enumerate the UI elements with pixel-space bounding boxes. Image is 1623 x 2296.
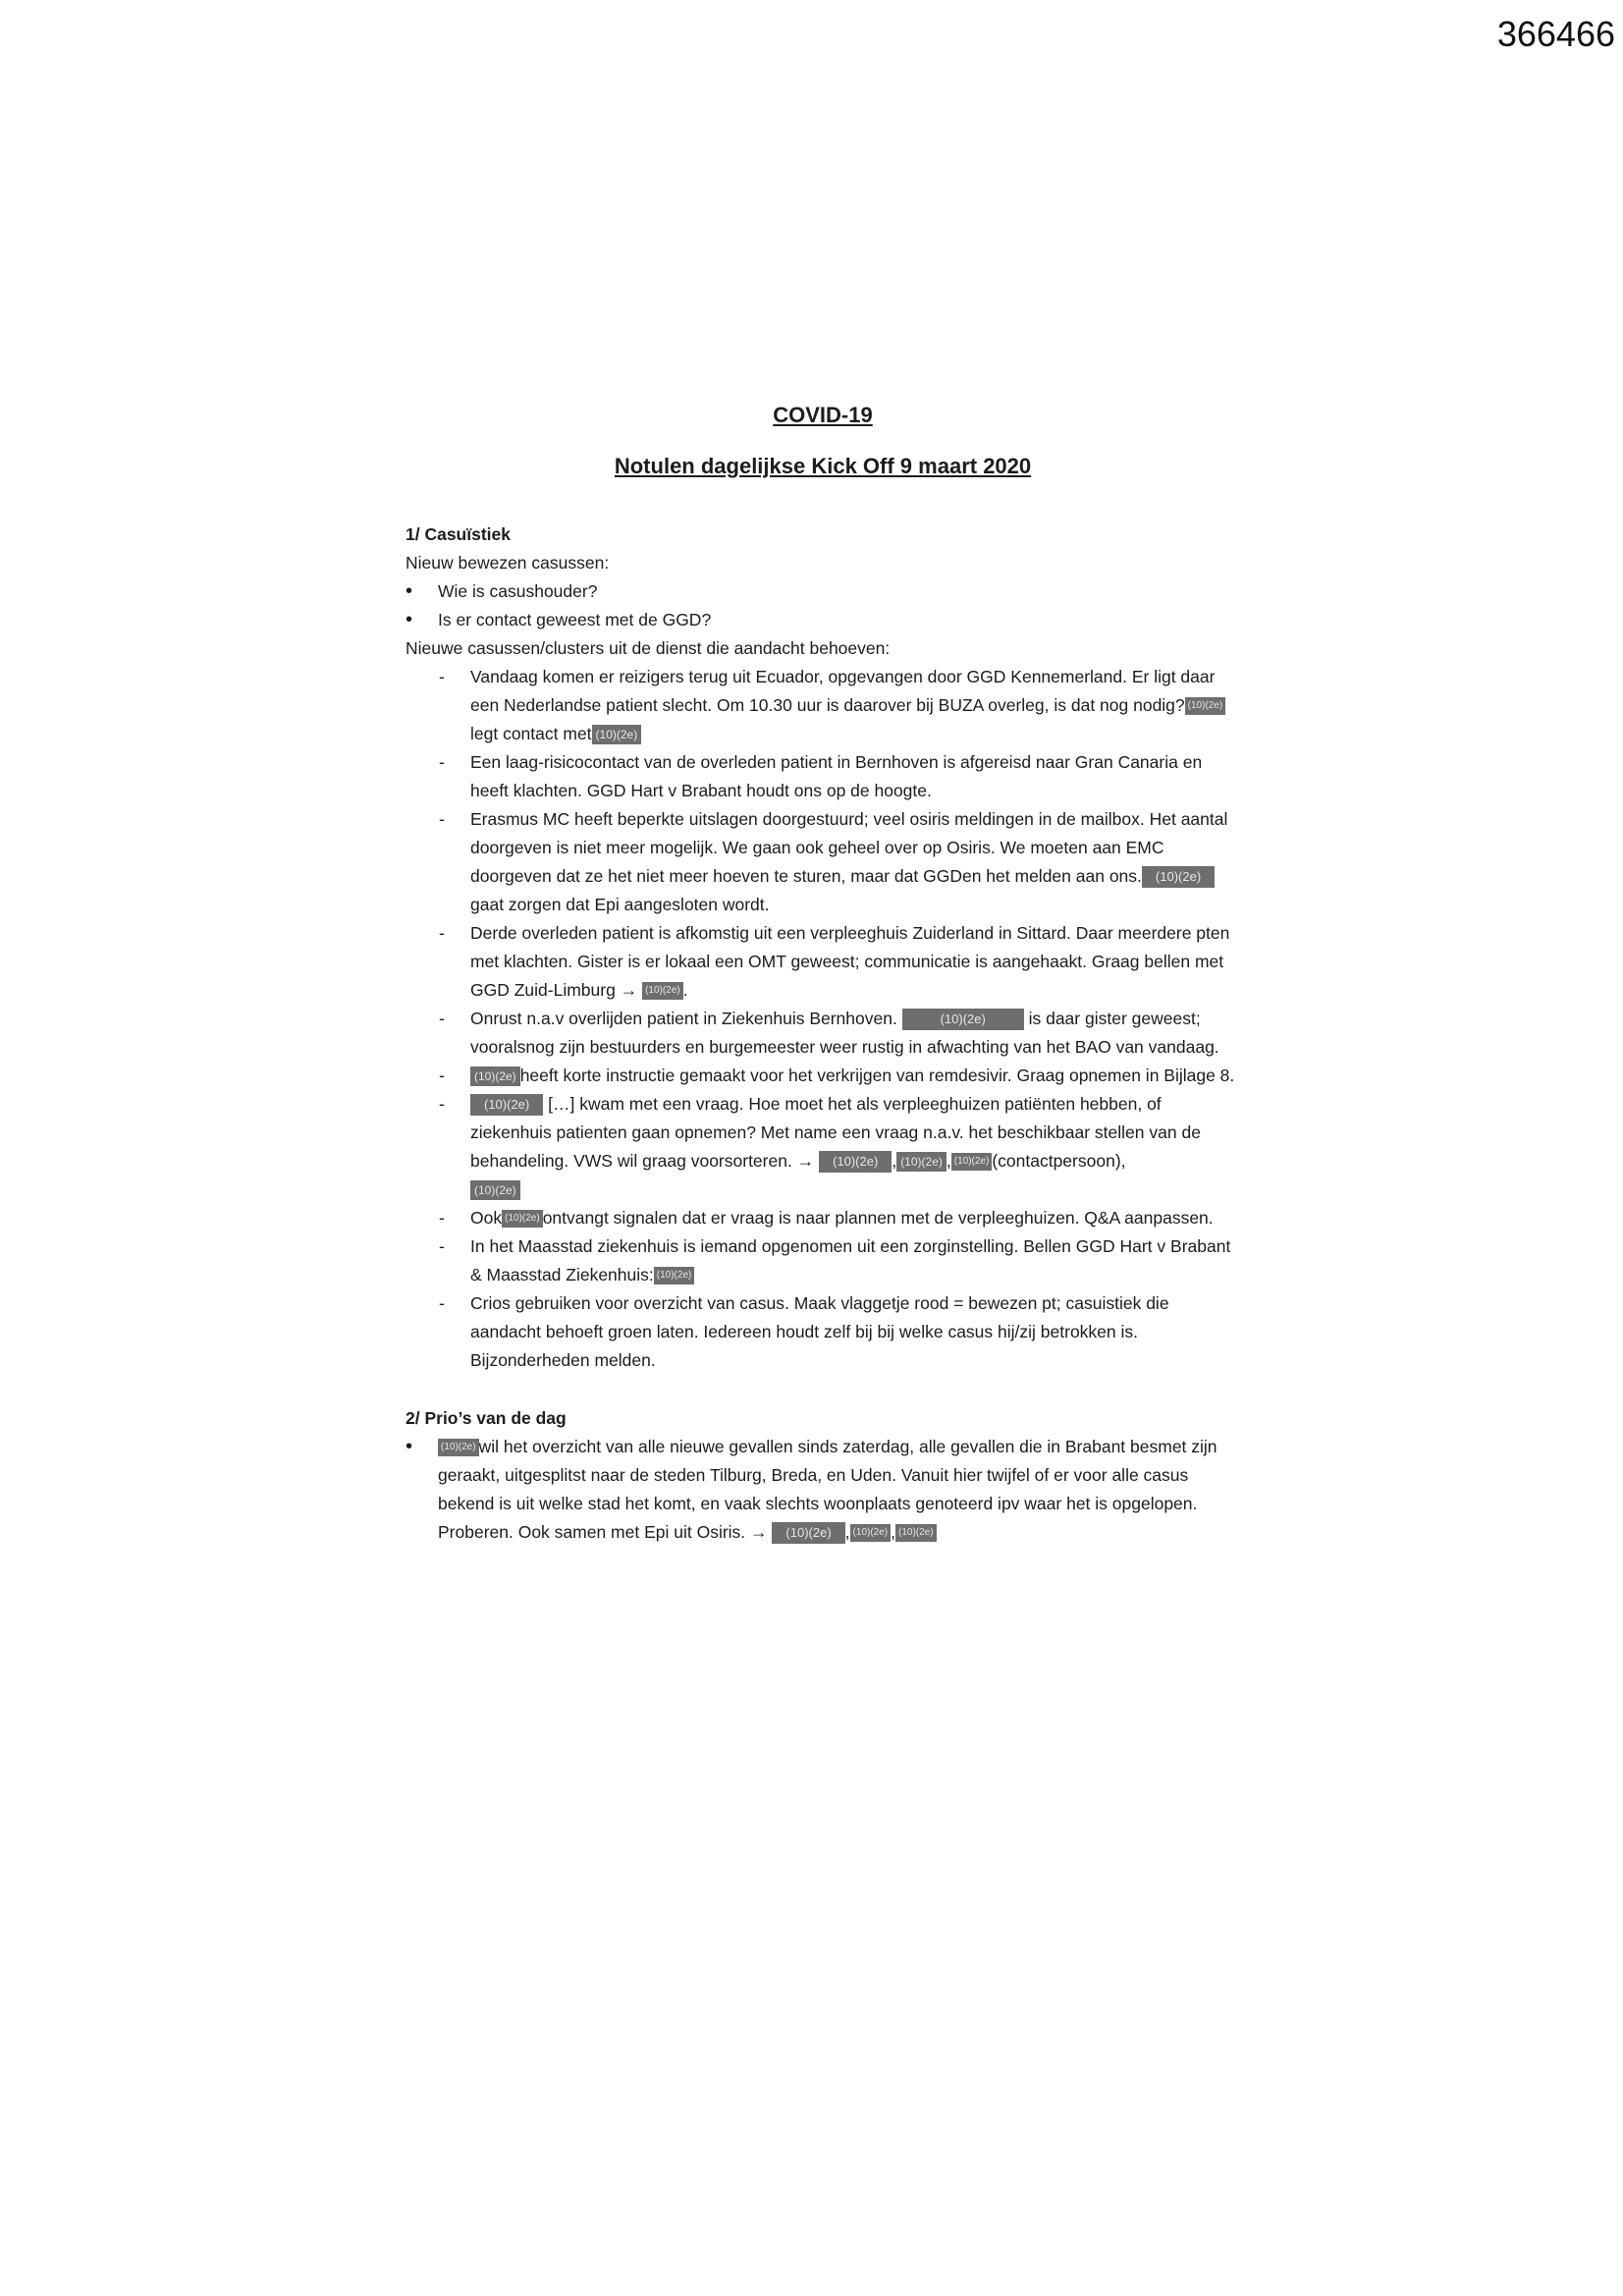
redaction-box: (10)(2e) bbox=[470, 1180, 520, 1200]
clusters-intro: Nieuwe casussen/clusters uit de dienst die aandacht behoeven: bbox=[406, 638, 891, 658]
redaction-box: (10)(2e) bbox=[896, 1152, 947, 1172]
list-item: - Erasmus MC heeft beperkte uitslagen doorgestuurd; veel osiris meldingen in de mailbox. Het aantal doorgeven is niet meer mogelijk. We gaan ook geheel over op Osiris. We moeten aan EMC doorgeven dat ze het niet meer hoeven te sturen, maar dat GGDen het melden aan ons. (10)(2e)gaat zorgen dat Epi aangesloten wordt. bbox=[470, 805, 1240, 919]
intro-text: Nieuw bewezen casussen: bbox=[406, 553, 610, 573]
cluster-list bbox=[406, 663, 1240, 1375]
document-number: 366466 bbox=[1496, 14, 1615, 54]
redaction-box: (10)(2e) bbox=[502, 1210, 543, 1228]
document-subtitle: Notulen dagelijkse Kick Off 9 maart 2020 bbox=[614, 454, 1032, 478]
redaction-box: (10)(2e) bbox=[470, 1066, 520, 1086]
prio-list bbox=[406, 1433, 1240, 1547]
redaction-box: (10)(2e) bbox=[850, 1524, 892, 1542]
list-item: - Crios gebruiken voor overzicht van casus. Maak vlaggetje rood = bewezen pt; casuistiek die aandacht behoeft groen laten. Iedereen houdt zelf bij bij welke casus hij/zij betrokken is. Bijzonderheden melden. bbox=[470, 1289, 1240, 1375]
list-item: - (10)(2e) heeft korte instructie gemaakt voor het verkrijgen van remdesivir. Graag opnemen in Bijlage 8. bbox=[470, 1062, 1240, 1090]
section-heading-prios: 2/ Prio’s van de dag bbox=[406, 1408, 567, 1428]
list-item: - Derde overleden patient is afkomstig uit een verpleeghuis Zuiderland in Sittard. Daar meerdere pten met klachten. Gister is er lokaal een OMT geweest; communicatie is aangehaakt. Graag bellen met GGD Zuid-Limburg → (10)(2e) . bbox=[470, 919, 1240, 1005]
redaction-box: (10)(2e) bbox=[819, 1151, 892, 1173]
list-item: - Vandaag komen er reizigers terug uit Ecuador, opgevangen door GGD Kennemerland. Er ligt daar een Nederlandse patient slecht. Om 10.30 uur is daarover bij BUZA overleg, is dat nog nodig? (10)(2e)legt contact met (10)(2e) bbox=[470, 663, 1240, 748]
redaction-box: (10)(2e) bbox=[592, 725, 642, 744]
redaction-box: (10)(2e) bbox=[642, 982, 683, 1000]
redaction-box: (10)(2e) bbox=[902, 1009, 1024, 1030]
redaction-box: (10)(2e) bbox=[438, 1439, 479, 1456]
redaction-box: (10)(2e) bbox=[1142, 866, 1215, 888]
redaction-box: (10)(2e) bbox=[654, 1267, 695, 1285]
list-item: - (10)(2e) […] kwam met een vraag. Hoe moet het als verpleeghuizen patiënten hebben, of ziekenhuis patienten gaan opnemen? Met name een vraag n.a.v. het beschikbaar stellen van de behandeling. VWS wil graag voorsorteren. → (10)(2e) , (10)(2e) , (10)(2e) (contactpersoon), (10)(2e) bbox=[470, 1090, 1240, 1204]
document-title: COVID-19 bbox=[773, 403, 873, 427]
list-item: • Is er contact geweest met de GGD? bbox=[406, 606, 1240, 634]
redaction-box: (10)(2e) bbox=[1185, 697, 1226, 715]
list-item: - In het Maasstad ziekenhuis is iemand opgenomen uit een zorginstelling. Bellen GGD Hart v Brabant & Maasstad Ziekenhuis: (10)(2e) bbox=[470, 1232, 1240, 1289]
question-list bbox=[406, 577, 1240, 634]
redaction-box: (10)(2e) bbox=[470, 1094, 543, 1116]
redaction-box: (10)(2e) bbox=[772, 1522, 844, 1544]
list-item: - Een laag-risicocontact van de overleden patient in Bernhoven is afgereisd naar Gran Canaria en heeft klachten. GGD Hart v Brabant houdt ons op de hoogte. bbox=[470, 748, 1240, 805]
section-spacer bbox=[406, 1375, 1240, 1404]
section-heading-casuistiek: 1/ Casuïstiek bbox=[406, 524, 511, 544]
redaction-box: (10)(2e) bbox=[895, 1524, 937, 1542]
document-page bbox=[406, 401, 1240, 1547]
redaction-box: (10)(2e) bbox=[951, 1153, 993, 1171]
list-item: - Ook (10)(2e) ontvangt signalen dat er vraag is naar plannen met de verpleeghuizen. Q&A aanpassen. bbox=[470, 1204, 1240, 1232]
list-item: • Wie is casushouder? bbox=[406, 577, 1240, 606]
list-item: • (10)(2e) wil het overzicht van alle nieuwe gevallen sinds zaterdag, alle gevallen die in Brabant besmet zijn geraakt, uitgesplitst naar de steden Tilburg, Breda, en Uden. Vanuit hier twijfel of er voor alle casus bekend is uit welke stad het komt, en vaak slechts woonplaats genoteerd ipv waar het is opgelopen. Proberen. Ook samen met Epi uit Osiris. → (10)(2e) , (10)(2e) , (10)(2e) bbox=[406, 1433, 1240, 1547]
list-item: - Onrust n.a.v overlijden patient in Ziekenhuis Bernhoven. (10)(2e) is daar gister geweest; vooralsnog zijn bestuurders en burgemeester weer rustig in afwachting van het BAO van vandaag. bbox=[470, 1005, 1240, 1062]
